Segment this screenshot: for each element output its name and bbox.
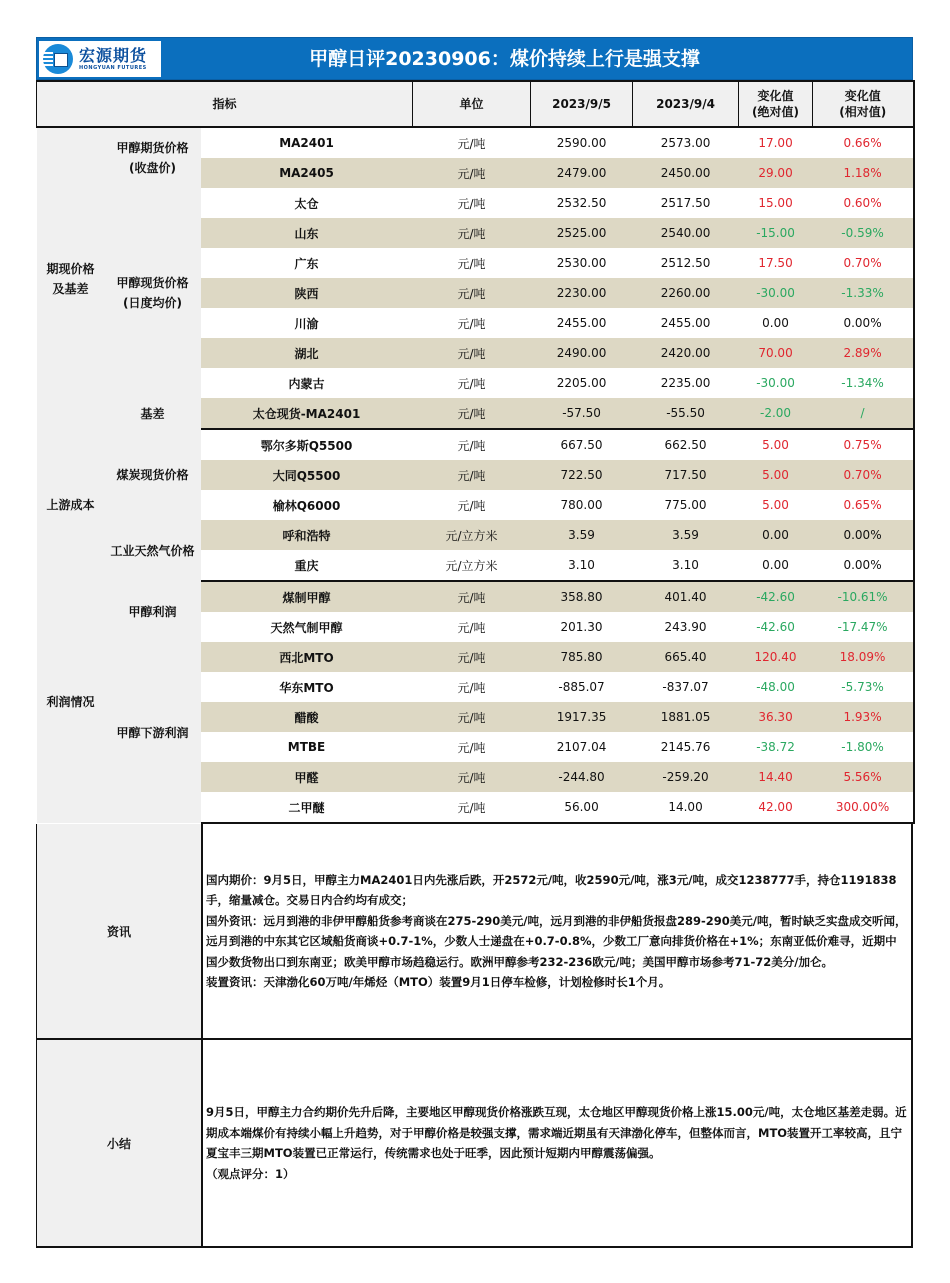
indicator-name: 川渝: [201, 308, 413, 338]
title-bar: [36, 37, 913, 80]
abs-change: 14.40: [739, 762, 813, 792]
summary-content: [202, 1039, 912, 1247]
abs-change: 120.40: [739, 642, 813, 672]
value-date2: 2512.50: [633, 248, 739, 278]
indicator-name: 呼和浩特: [201, 520, 413, 550]
col-header-date1: 2023/9/5: [531, 81, 633, 127]
value-date2: 717.50: [633, 460, 739, 490]
unit-cell: 元/吨: [413, 642, 531, 672]
unit-cell: 元/吨: [413, 672, 531, 702]
abs-change: -30.00: [739, 368, 813, 398]
value-date1: 2490.00: [531, 338, 633, 368]
value-date1: 2205.00: [531, 368, 633, 398]
indicator-name: 鄂尔多斯Q5500: [201, 429, 413, 460]
value-date1: 667.50: [531, 429, 633, 460]
unit-cell: 元/吨: [413, 338, 531, 368]
indicator-name: 煤制甲醇: [201, 581, 413, 612]
value-date2: 2540.00: [633, 218, 739, 248]
report-title: 甲醇日评20230906：煤价持续上行是强支撑: [309, 48, 700, 70]
rel-change: 0.00%: [813, 550, 914, 581]
rel-change: -0.59%: [813, 218, 914, 248]
unit-cell: 元/吨: [413, 702, 531, 732]
indicator-name: 太仓现货-MA2401: [201, 398, 413, 429]
abs-change: 5.00: [739, 460, 813, 490]
subgroup-label-profit: 甲醇利润: [105, 581, 201, 642]
abs-change: 42.00: [739, 792, 813, 823]
group-label-g3: 利润情况: [37, 581, 105, 823]
value-date1: -57.50: [531, 398, 633, 429]
rel-change: -1.33%: [813, 278, 914, 308]
col-header-date2: 2023/9/4: [633, 81, 739, 127]
value-date2: 3.10: [633, 550, 739, 581]
news-label: 资讯: [37, 824, 203, 1039]
abs-change: 0.00: [739, 520, 813, 550]
rel-change: 0.60%: [813, 188, 914, 218]
unit-cell: 元/吨: [413, 581, 531, 612]
unit-cell: 元/吨: [413, 612, 531, 642]
methanol-daily-report: [36, 37, 913, 1248]
rel-change: 5.56%: [813, 762, 914, 792]
value-date1: 56.00: [531, 792, 633, 823]
indicator-name: 陕西: [201, 278, 413, 308]
value-date2: 401.40: [633, 581, 739, 612]
unit-cell: 元/吨: [413, 218, 531, 248]
value-date1: 785.80: [531, 642, 633, 672]
unit-cell: 元/吨: [413, 398, 531, 429]
news-overseas: 国外资讯：远月到港的非伊甲醇船货参考商谈在275-290美元/吨，远月到港的非伊船货报盘289-290美元/吨，暂时缺乏实盘成交听闻，远月到港的中东其它区域船货商谈+0.7-1%，少数人士递盘在+0.7-0.8%，少数工厂意向排货价格在+1%；东南亚低价难寻，近期中国少数货物出口到东南亚；欧美甲醇市场趋稳运行。欧洲甲醇参考232-236欧元/吨；美国甲醇市场参考71-72美分/加仑。: [206, 913, 907, 969]
summary-text: 9月5日，甲醇主力合约期价先升后降，主要地区甲醇现货价格涨跌互现，太仓地区甲醇现货价格上涨15.00元/吨，太仓地区基差走弱。近期成本端煤价有持续小幅上升趋势，对于甲醇价格是较强支撑，需求端近期虽有天津渤化停车，但整体而言，MTO装置开工率较高，且宁夏宝丰三期MTO装置已正常运行，传统需求也处于旺季，因此预计短期内甲醇震荡偏强。: [206, 1105, 907, 1160]
value-date1: 2530.00: [531, 248, 633, 278]
unit-cell: 元/吨: [413, 792, 531, 823]
column-header-row: [37, 81, 914, 127]
abs-change: 5.00: [739, 490, 813, 520]
rel-change: -10.61%: [813, 581, 914, 612]
value-date1: 2455.00: [531, 308, 633, 338]
indicator-name: 榆林Q6000: [201, 490, 413, 520]
table-row: [37, 127, 914, 158]
indicator-name: 西北MTO: [201, 642, 413, 672]
value-date1: -885.07: [531, 672, 633, 702]
indicator-name: MTBE: [201, 732, 413, 762]
abs-change: 17.00: [739, 127, 813, 158]
rel-change: 300.00%: [813, 792, 914, 823]
value-date1: 2525.00: [531, 218, 633, 248]
abs-change: -42.60: [739, 612, 813, 642]
value-date1: 2230.00: [531, 278, 633, 308]
rel-change: -5.73%: [813, 672, 914, 702]
value-date1: 2107.04: [531, 732, 633, 762]
unit-cell: 元/吨: [413, 127, 531, 158]
indicator-name: 湖北: [201, 338, 413, 368]
value-date2: 2517.50: [633, 188, 739, 218]
indicator-name: 甲醛: [201, 762, 413, 792]
value-date2: -259.20: [633, 762, 739, 792]
col-header-rel-change: 变化值 (相对值): [813, 81, 914, 127]
value-date1: 3.10: [531, 550, 633, 581]
value-date1: 358.80: [531, 581, 633, 612]
table-row: [37, 429, 914, 460]
indicator-name: 广东: [201, 248, 413, 278]
abs-change: -38.72: [739, 732, 813, 762]
table-row: [37, 398, 914, 429]
value-date2: 2450.00: [633, 158, 739, 188]
rel-change: 0.75%: [813, 429, 914, 460]
summary-rating: （观点评分：1）: [206, 1166, 295, 1181]
unit-cell: 元/吨: [413, 248, 531, 278]
indicator-name: 内蒙古: [201, 368, 413, 398]
value-date2: 662.50: [633, 429, 739, 460]
rel-change: 0.70%: [813, 460, 914, 490]
subgroup-label-gas: 工业天然气价格: [105, 520, 201, 581]
value-date2: 1881.05: [633, 702, 739, 732]
abs-change: 0.00: [739, 308, 813, 338]
rel-change: -1.80%: [813, 732, 914, 762]
value-date2: 2145.76: [633, 732, 739, 762]
unit-cell: 元/吨: [413, 460, 531, 490]
logo-english-name: HONGYUAN FUTURES: [79, 64, 147, 71]
table-row: [37, 188, 914, 218]
indicator-name: 醋酸: [201, 702, 413, 732]
unit-cell: 元/吨: [413, 762, 531, 792]
news-domestic: 国内期价：9月5日，甲醇主力MA2401日内先涨后跌，开2572元/吨，收2590元/吨，涨3元/吨，成交1238777手，持仓1191838手，缩量减仓。交易日内合约均有成交；: [206, 872, 897, 907]
news-plant: 装置资讯：天津渤化60万吨/年烯烃（MTO）装置9月1日停车检修，计划检修时长1个月。: [206, 975, 671, 989]
value-date2: 14.00: [633, 792, 739, 823]
unit-cell: 元/吨: [413, 732, 531, 762]
abs-change: 17.50: [739, 248, 813, 278]
abs-change: 5.00: [739, 429, 813, 460]
news-content: [202, 824, 912, 1039]
subgroup-label-coal: 煤炭现货价格: [105, 429, 201, 520]
value-date2: 2235.00: [633, 368, 739, 398]
value-date2: -837.07: [633, 672, 739, 702]
value-date1: -244.80: [531, 762, 633, 792]
value-date2: 243.90: [633, 612, 739, 642]
col-header-unit: 单位: [413, 81, 531, 127]
news-section: [37, 824, 913, 1039]
indicator-name: MA2401: [201, 127, 413, 158]
indicator-name: 山东: [201, 218, 413, 248]
subgroup-label-spot: 甲醇现货价格 (日度均价): [105, 188, 201, 398]
data-table: [36, 80, 915, 824]
col-header-abs-change: 变化值 (绝对值): [739, 81, 813, 127]
rel-change: 0.00%: [813, 308, 914, 338]
value-date1: 1917.35: [531, 702, 633, 732]
abs-change: 15.00: [739, 188, 813, 218]
abs-change: 29.00: [739, 158, 813, 188]
abs-change: -15.00: [739, 218, 813, 248]
summary-section: [37, 1039, 913, 1247]
unit-cell: 元/吨: [413, 158, 531, 188]
rel-change: 18.09%: [813, 642, 914, 672]
rel-change: 2.89%: [813, 338, 914, 368]
rel-change: 0.70%: [813, 248, 914, 278]
notes-table: [36, 824, 913, 1248]
value-date1: 722.50: [531, 460, 633, 490]
table-row: [37, 520, 914, 550]
unit-cell: 元/立方米: [413, 550, 531, 581]
group-label-g2: 上游成本: [37, 429, 105, 581]
unit-cell: 元/立方米: [413, 520, 531, 550]
group-label-g1: 期现价格及基差: [37, 127, 105, 429]
indicator-name: 华东MTO: [201, 672, 413, 702]
col-header-indicator: 指标: [37, 81, 413, 127]
value-date2: 2455.00: [633, 308, 739, 338]
rel-change: 1.93%: [813, 702, 914, 732]
subgroup-label-futures: 甲醇期货价格 (收盘价): [105, 127, 201, 188]
abs-change: 0.00: [739, 550, 813, 581]
rel-change: /: [813, 398, 914, 429]
value-date1: 2590.00: [531, 127, 633, 158]
indicator-name: 大同Q5500: [201, 460, 413, 490]
subgroup-label-basis: 基差: [105, 398, 201, 429]
abs-change: -30.00: [739, 278, 813, 308]
indicator-name: MA2405: [201, 158, 413, 188]
logo-chinese-name: 宏源期货: [79, 45, 148, 65]
unit-cell: 元/吨: [413, 278, 531, 308]
indicator-name: 二甲醚: [201, 792, 413, 823]
abs-change: 70.00: [739, 338, 813, 368]
value-date2: 2420.00: [633, 338, 739, 368]
rel-change: -1.34%: [813, 368, 914, 398]
abs-change: -42.60: [739, 581, 813, 612]
indicator-name: 太仓: [201, 188, 413, 218]
rel-change: 0.66%: [813, 127, 914, 158]
abs-change: -48.00: [739, 672, 813, 702]
table-row: [37, 642, 914, 672]
value-date2: 3.59: [633, 520, 739, 550]
value-date1: 2479.00: [531, 158, 633, 188]
value-date2: 2573.00: [633, 127, 739, 158]
table-row: [37, 581, 914, 612]
value-date2: 665.40: [633, 642, 739, 672]
value-date1: 3.59: [531, 520, 633, 550]
indicator-name: 重庆: [201, 550, 413, 581]
unit-cell: 元/吨: [413, 368, 531, 398]
rel-change: -17.47%: [813, 612, 914, 642]
value-date2: -55.50: [633, 398, 739, 429]
rel-change: 0.00%: [813, 520, 914, 550]
value-date1: 2532.50: [531, 188, 633, 218]
indicator-name: 天然气制甲醇: [201, 612, 413, 642]
value-date1: 201.30: [531, 612, 633, 642]
unit-cell: 元/吨: [413, 188, 531, 218]
abs-change: -2.00: [739, 398, 813, 429]
unit-cell: 元/吨: [413, 308, 531, 338]
unit-cell: 元/吨: [413, 429, 531, 460]
value-date2: 2260.00: [633, 278, 739, 308]
value-date1: 780.00: [531, 490, 633, 520]
abs-change: 36.30: [739, 702, 813, 732]
rel-change: 1.18%: [813, 158, 914, 188]
subgroup-label-downstream: 甲醇下游利润: [105, 642, 201, 823]
unit-cell: 元/吨: [413, 490, 531, 520]
value-date2: 775.00: [633, 490, 739, 520]
summary-label: 小结: [37, 1039, 203, 1247]
rel-change: 0.65%: [813, 490, 914, 520]
